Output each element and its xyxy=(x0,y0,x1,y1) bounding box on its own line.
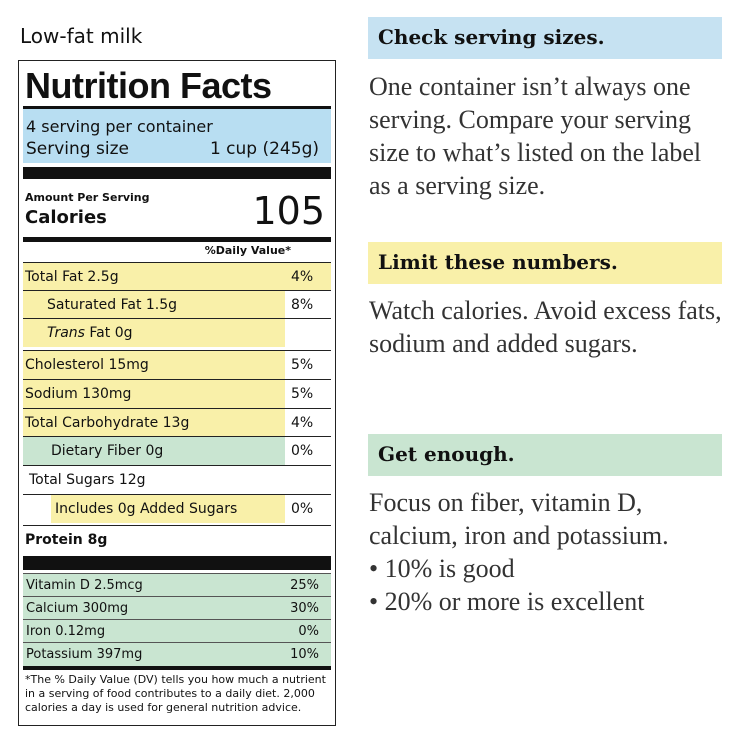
nutrition-facts-label xyxy=(18,60,336,726)
nutrient-name: Fat 0g xyxy=(84,325,133,341)
thick-divider xyxy=(23,167,331,179)
nutrient-row-saturated-fat xyxy=(23,290,331,319)
vitamin-name: Iron 0.12mg xyxy=(26,624,106,639)
nutrient-row-total-fat xyxy=(23,262,331,291)
tip-text-serving-sizes: One container isn’t always one serving. Compare your serving size to what’s listed on the label as a serving size. xyxy=(369,72,702,200)
nutrient-percent: 4% xyxy=(291,269,314,285)
nutrient-percent: 0% xyxy=(291,443,314,459)
serving-size-value: 1 cup (245g) xyxy=(209,139,319,159)
calories-label: Calories xyxy=(25,207,107,228)
vitamin-percent: 0% xyxy=(298,624,319,639)
tip-heading-serving-sizes: Check serving sizes. xyxy=(368,17,722,59)
nutrient-row-sodium xyxy=(23,379,331,408)
tip-heading-get-enough: Get enough. xyxy=(368,434,722,476)
vitamin-name: Vitamin D 2.5mcg xyxy=(26,578,143,593)
daily-value-footnote: *The % Daily Value (DV) tells you how much a nutrient in a serving of food contributes to a daily diet. 2,000 calories a day is used for general nutrition advice. xyxy=(25,673,326,714)
vitamin-row-vitamin-d xyxy=(23,573,331,597)
vitamin-name: Calcium 300mg xyxy=(26,601,129,616)
tip-bullet: • 10% is good xyxy=(369,554,515,583)
nutrient-row-trans-fat xyxy=(23,318,331,347)
medium-divider xyxy=(23,237,331,242)
nutrient-name: Sodium 130mg xyxy=(25,386,132,402)
tip-bullet: • 20% or more is excellent xyxy=(369,587,645,616)
vitamin-row-calcium xyxy=(23,596,331,620)
vitamin-percent: 10% xyxy=(290,647,319,662)
nutrient-percent: 5% xyxy=(291,357,314,373)
nutrient-percent: 5% xyxy=(291,386,314,402)
nutrient-row-added-sugars xyxy=(23,494,331,523)
tip-text-limit: Watch calories. Avoid excess fats, sodium and added sugars. xyxy=(369,296,722,358)
nutrient-name: Total Carbohydrate 13g xyxy=(25,415,190,431)
nutrient-row-cholesterol xyxy=(23,350,331,379)
nutrient-name: Protein 8g xyxy=(25,532,108,548)
vitamin-row-iron xyxy=(23,619,331,643)
product-name: Low-fat milk xyxy=(20,24,143,48)
thick-divider xyxy=(23,556,331,570)
nutrient-row-protein xyxy=(23,525,331,554)
calories-value: 105 xyxy=(252,189,325,233)
nutrient-name: Total Fat 2.5g xyxy=(25,269,119,285)
tip-text: Focus on fiber, vitamin D, calcium, iron and potassium. xyxy=(369,488,669,550)
nutrient-name: Total Sugars 12g xyxy=(29,472,146,488)
amount-per-serving: Amount Per Serving xyxy=(25,191,150,204)
vitamin-percent: 30% xyxy=(290,601,319,616)
nutrient-percent: 0% xyxy=(291,501,314,517)
nutrient-percent: 4% xyxy=(291,415,314,431)
tip-text-get-enough xyxy=(369,486,729,618)
nutrient-name: Saturated Fat 1.5g xyxy=(47,297,178,313)
serving-info xyxy=(23,109,331,163)
serving-size-label: Serving size xyxy=(26,139,129,159)
nutrient-row-total-sugars xyxy=(23,465,331,494)
nutrient-row-dietary-fiber xyxy=(23,436,331,465)
vitamin-name: Potassium 397mg xyxy=(26,647,143,662)
nutrient-name: Dietary Fiber 0g xyxy=(51,443,164,459)
trans-italic: Trans xyxy=(47,325,85,341)
nutrient-name: Includes 0g Added Sugars xyxy=(55,501,238,517)
nutrition-facts-title: Nutrition Facts xyxy=(25,65,272,106)
vitamin-row-potassium xyxy=(23,642,331,666)
servings-per-container: 4 serving per container xyxy=(26,117,213,136)
nutrient-row-total-carbohydrate xyxy=(23,408,331,437)
daily-value-header: %Daily Value* xyxy=(204,244,291,257)
nutrient-percent: 8% xyxy=(291,297,314,313)
vitamin-percent: 25% xyxy=(290,578,319,593)
medium-divider xyxy=(23,666,331,670)
tip-heading-limit: Limit these numbers. xyxy=(368,242,722,284)
nutrient-name: Cholesterol 15mg xyxy=(25,357,149,373)
